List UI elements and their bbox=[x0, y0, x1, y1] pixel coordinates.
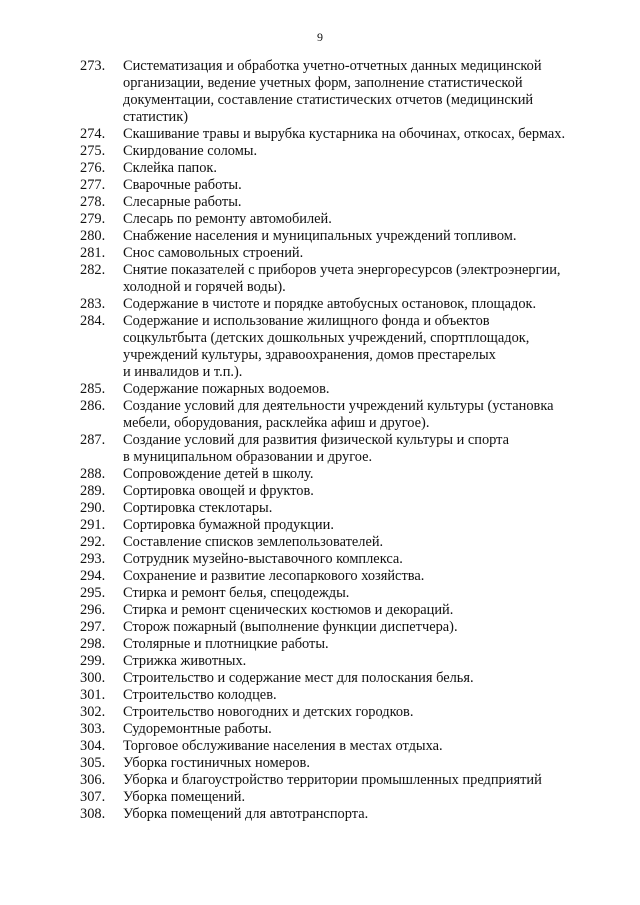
item-number: 291. bbox=[80, 517, 106, 533]
list-item bbox=[80, 177, 600, 194]
item-number: 308. bbox=[80, 806, 106, 822]
item-text: Сотрудник музейно-выставочного комплекса. bbox=[123, 551, 403, 567]
item-text: Строительство новогодних и детских городков. bbox=[123, 704, 414, 720]
list-item bbox=[80, 500, 600, 517]
list-item bbox=[80, 721, 600, 738]
list-item bbox=[80, 381, 600, 398]
item-number: 307. bbox=[80, 789, 106, 805]
item-text: Склейка папок. bbox=[123, 160, 218, 176]
list-item bbox=[80, 602, 600, 619]
item-text: Систематизация и обработка учетно-отчетных данных медицинской организации, ведение учетных форм, заполнение статистической документации, составление статистических отчетов (медицинский статистик) bbox=[123, 58, 542, 125]
item-text: Слесарные работы. bbox=[123, 194, 242, 210]
item-number: 289. bbox=[80, 483, 106, 499]
page-number: 9 bbox=[317, 30, 323, 44]
item-text: Уборка помещений. bbox=[123, 789, 246, 805]
list-item bbox=[80, 398, 600, 432]
list-item bbox=[80, 755, 600, 772]
item-number: 274. bbox=[80, 126, 106, 142]
item-number: 285. bbox=[80, 381, 106, 397]
list-item bbox=[80, 551, 600, 568]
list-item bbox=[80, 313, 600, 381]
item-number: 280. bbox=[80, 228, 106, 244]
item-number: 294. bbox=[80, 568, 106, 584]
item-number: 293. bbox=[80, 551, 106, 567]
item-text: Строительство и содержание мест для полоскания белья. bbox=[123, 670, 474, 686]
item-text: Уборка и благоустройство территории промышленных предприятий bbox=[123, 772, 542, 788]
item-text: Скашивание травы и вырубка кустарника на обочинах, откосах, бермах. bbox=[123, 126, 566, 142]
list-item bbox=[80, 585, 600, 602]
list-item bbox=[80, 772, 600, 789]
item-number: 300. bbox=[80, 670, 106, 686]
item-number: 295. bbox=[80, 585, 106, 601]
list-item bbox=[80, 704, 600, 721]
item-number: 281. bbox=[80, 245, 106, 261]
list-item bbox=[80, 687, 600, 704]
item-text: Создание условий для деятельности учреждений культуры (установка мебели, оборудования, расклейка афиш и другое). bbox=[123, 398, 554, 431]
item-number: 279. bbox=[80, 211, 106, 227]
item-number: 273. bbox=[80, 58, 106, 74]
item-text: Судоремонтные работы. bbox=[123, 721, 272, 737]
item-number: 284. bbox=[80, 313, 106, 329]
item-number: 298. bbox=[80, 636, 106, 652]
list-item bbox=[80, 806, 600, 823]
item-text: Сторож пожарный (выполнение функции диспетчера). bbox=[123, 619, 458, 635]
item-number: 290. bbox=[80, 500, 106, 516]
item-text: Снабжение населения и муниципальных учреждений топливом. bbox=[123, 228, 517, 244]
item-number: 288. bbox=[80, 466, 106, 482]
item-text: Стирка и ремонт сценических костюмов и декораций. bbox=[123, 602, 454, 618]
item-number: 296. bbox=[80, 602, 106, 618]
item-number: 277. bbox=[80, 177, 106, 193]
item-text: Уборка помещений для автотранспорта. bbox=[123, 806, 369, 822]
list-item bbox=[80, 789, 600, 806]
list-item bbox=[80, 211, 600, 228]
item-number: 304. bbox=[80, 738, 106, 754]
numbered-list bbox=[80, 58, 600, 823]
item-text: Строительство колодцев. bbox=[123, 687, 277, 703]
item-text: Снос самовольных строений. bbox=[123, 245, 304, 261]
item-text: Столярные и плотницкие работы. bbox=[123, 636, 329, 652]
list-item bbox=[80, 58, 600, 126]
item-number: 275. bbox=[80, 143, 106, 159]
item-number: 306. bbox=[80, 772, 106, 788]
item-number: 299. bbox=[80, 653, 106, 669]
list-item bbox=[80, 636, 600, 653]
list-item bbox=[80, 296, 600, 313]
item-number: 301. bbox=[80, 687, 106, 703]
list-item bbox=[80, 245, 600, 262]
list-item bbox=[80, 160, 600, 177]
item-text: Сопровождение детей в школу. bbox=[123, 466, 314, 482]
list-item bbox=[80, 738, 600, 755]
item-text: Стрижка животных. bbox=[123, 653, 247, 669]
list-item bbox=[80, 619, 600, 636]
item-number: 305. bbox=[80, 755, 106, 771]
item-number: 303. bbox=[80, 721, 106, 737]
list-item bbox=[80, 517, 600, 534]
item-number: 287. bbox=[80, 432, 106, 448]
item-number: 292. bbox=[80, 534, 106, 550]
item-text: Сварочные работы. bbox=[123, 177, 242, 193]
list-item bbox=[80, 534, 600, 551]
item-text: Стирка и ремонт белья, спецодежды. bbox=[123, 585, 350, 601]
item-text: Содержание в чистоте и порядке автобусных остановок, площадок. bbox=[123, 296, 537, 312]
item-text: Сохранение и развитие лесопаркового хозяйства. bbox=[123, 568, 425, 584]
list-item bbox=[80, 143, 600, 160]
item-text: Снятие показателей с приборов учета энергоресурсов (электроэнергии, холодной и горячей воды). bbox=[123, 262, 561, 295]
item-text: Скирдование соломы. bbox=[123, 143, 258, 159]
item-number: 282. bbox=[80, 262, 106, 278]
list-item bbox=[80, 483, 600, 500]
list-item bbox=[80, 568, 600, 585]
list-item bbox=[80, 262, 600, 296]
item-number: 302. bbox=[80, 704, 106, 720]
item-text: Уборка гостиничных номеров. bbox=[123, 755, 310, 771]
item-text: Сортировка овощей и фруктов. bbox=[123, 483, 314, 499]
list-item bbox=[80, 194, 600, 211]
item-text: Слесарь по ремонту автомобилей. bbox=[123, 211, 332, 227]
item-number: 286. bbox=[80, 398, 106, 414]
list-item bbox=[80, 432, 600, 466]
item-text: Сортировка бумажной продукции. bbox=[123, 517, 334, 533]
item-text: Составление списков землепользователей. bbox=[123, 534, 384, 550]
item-text: Содержание и использование жилищного фонда и объектов соцкультбыта (детских дошкольных учреждений, спортплощадок, учреждений культуры, здравоохранения, домов престарелых и инвалидов и т.п.). bbox=[123, 313, 530, 380]
item-number: 278. bbox=[80, 194, 106, 210]
item-number: 297. bbox=[80, 619, 106, 635]
item-text: Торговое обслуживание населения в местах отдыха. bbox=[123, 738, 443, 754]
list-item bbox=[80, 653, 600, 670]
item-number: 283. bbox=[80, 296, 106, 312]
item-text: Создание условий для развития физической культуры и спорта в муниципальном образовании и другое. bbox=[123, 432, 510, 465]
list-item bbox=[80, 466, 600, 483]
list-item bbox=[80, 126, 600, 143]
item-text: Сортировка стеклотары. bbox=[123, 500, 273, 516]
item-number: 276. bbox=[80, 160, 106, 176]
list-item bbox=[80, 228, 600, 245]
list-item bbox=[80, 670, 600, 687]
item-text: Содержание пожарных водоемов. bbox=[123, 381, 330, 397]
